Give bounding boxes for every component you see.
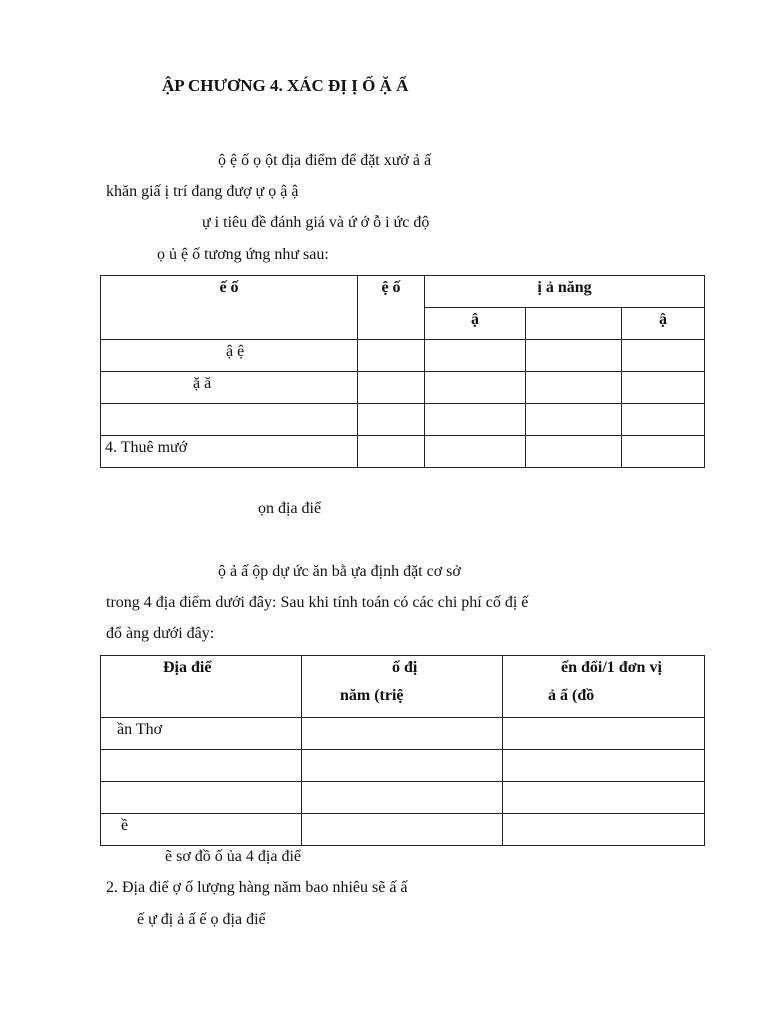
header-variable-cost: ến đổi/1 đơn vị (561, 659, 662, 676)
cost-table (100, 655, 705, 846)
question-1: ẽ sơ đồ ố ủa 4 địa điể (165, 848, 301, 865)
header-fixed-cost: ố đị (392, 659, 418, 676)
table-row-place: ần Thơ (101, 718, 302, 750)
header-location-3: ậ (622, 308, 705, 340)
header-location-1: ậ (425, 308, 526, 340)
para2-line-1: ộ ả ấ ộp dự ức ăn bằ ựa định đặt cơ sở (218, 563, 461, 580)
header-location-2 (526, 308, 622, 340)
section-label: ọn địa điể (258, 500, 322, 517)
header-weight: ệ ố (358, 276, 425, 340)
para2-line-3: đổ àng dưới đây: (106, 625, 215, 642)
question-2-line-1: 2. Địa điể ợ ố lượng hàng năm bao nhiêu sẽ ấ ấ (106, 879, 408, 896)
table-row-place (101, 782, 302, 814)
table-row-label (101, 404, 358, 436)
question-2-line-2: ế ự đị ả ấ ế ọ địa điể (137, 911, 266, 928)
header-criteria: ế ố (101, 276, 358, 340)
intro-line-2: khăn giấ ị trí đang đượ ự ọ ậ ậ (106, 183, 299, 200)
header-location: Địa điể (101, 656, 302, 718)
header-variable-cost-unit: ả ẩ (đồ (548, 687, 595, 704)
header-locations: ị ả năng (425, 276, 705, 308)
table-row-label: ặ ă (101, 372, 358, 404)
intro-line-1: ộ ệ ố ọ ột địa điểm để đặt xưở ả ấ (218, 152, 432, 169)
intro-line-4: ọ ủ ệ ố tương ứng như sau: (157, 246, 329, 263)
table-row-label: ậ ệ (101, 340, 358, 372)
header-fixed-cost-unit: năm (triệ (340, 687, 404, 704)
table-row-place (101, 750, 302, 782)
table-row-place: ề (101, 814, 302, 846)
intro-line-3: ự i tiêu đề đánh giá và ứ ớ ỗ i ức độ (202, 214, 430, 231)
table-row-label: 4. Thuê mướ (101, 436, 358, 468)
page-title: ẬP CHƯƠNG 4. XÁC ĐỊ Ị Ố Ặ Ẩ (162, 76, 409, 95)
criteria-table (100, 275, 705, 468)
para2-line-2: trong 4 địa điểm dưới đây: Sau khi tính toán có các chi phí cố đị ế (106, 594, 529, 611)
